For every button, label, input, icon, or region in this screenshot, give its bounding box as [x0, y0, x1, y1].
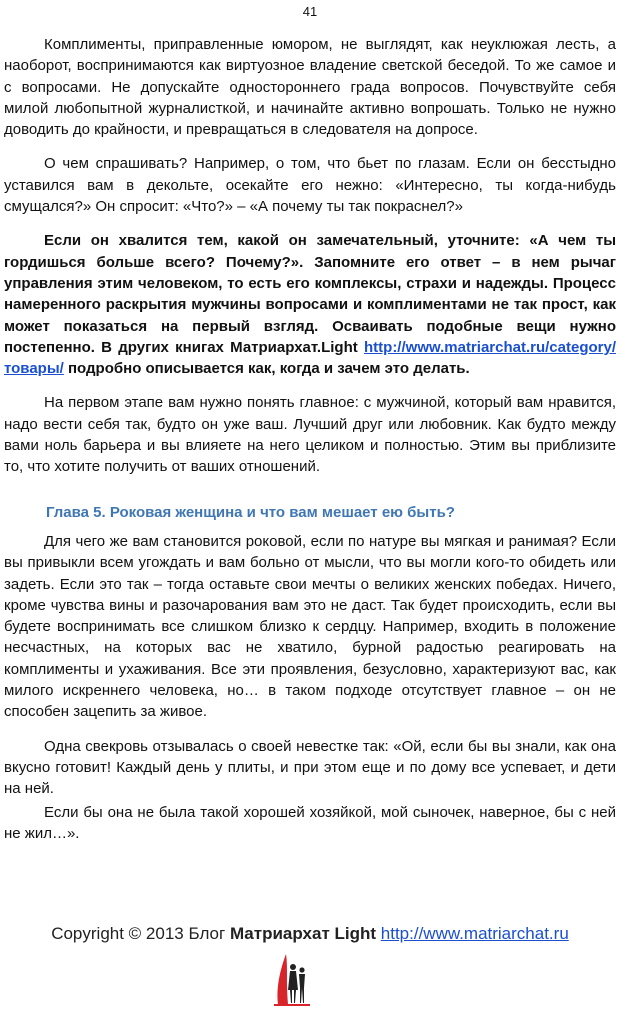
footer-prefix: Copyright © 2013 Блог	[51, 924, 230, 943]
paragraph-what-to-ask: О чем спрашивать? Например, о том, что бьет по глазам. Если он бесстыдно уставился вам в декольте, осекайте его нежно: «Интересно, ты когда-нибудь смущался?» Он спросит: «Что?» – «А почему ты так покраснел?»	[4, 155, 616, 216]
page-number: 41	[302, 4, 318, 19]
footer-brand: Матриархат Light	[229, 924, 377, 943]
paragraph-bold-advice	[4, 230, 616, 379]
footer-link[interactable]: http://www.matriarchat.ru	[380, 924, 569, 943]
footer-copyright	[0, 924, 620, 944]
bold-advice-text: Если он хвалится тем, какой он замечательный, уточните: «А чем ты гордишься больше всего? Почему?». Запомните его ответ – в нем рычаг управления этим человеком, то есть его комплексы, страхи и надежды. Процесс намеренного раскрытия мужчины вопросами и комплиментами не так прост, как может показаться на первый взгляд. Осваивать подобные вещи нужно постепенно. В других книгах Матриархат.Light	[4, 232, 616, 356]
category-link[interactable]: http://www.matriarchat.ru/category/товары/	[4, 338, 616, 378]
paragraph-fatal-woman: Для чего же вам становится роковой, если по натуре вы мягкая и ранимая? Если вы привыкли всем угождать и вам больно от мысли, что вы могли кого-то обидеть или задеть. Если это так – тогда оставьте свои мечты о великих женских победах. Ничего, кроме чувства вины и разочарования вам это не даст. Так будет происходить, если вы будете воспринимать все слишком близко к сердцу. Например, входить в положение несчастных, на которых вас не хватило, бурной радостью реагировать на комплименты и ухаживания. Все эти проявления, безусловно, характеризуют вас, как милого искреннего человека, но… в таком подходе отсутствует главное – он не способен зацепить за живое.	[4, 532, 616, 721]
matriarchat-logo-icon	[272, 950, 312, 1006]
chapter-title: Глава 5. Роковая женщина и что вам мешает ею быть?	[46, 503, 455, 521]
bold-advice-tail: подробно описывается как, когда и зачем это делать.	[63, 360, 470, 378]
paragraph-conclusion: Если бы она не была такой хорошей хозяйкой, мой сыночек, наверное, бы с ней не жил…».	[4, 803, 616, 842]
paragraph-compliments: Комплименты, приправленные юмором, не выглядят, как неуклюжая лесть, а наоборот, воспринимаются как виртуозное владение светской беседой. То же самое и с вопросами. Не допускайте одностороннего града вопросов. Почувствуйте себя милой любопытной журналисткой, и начинайте активно вопрошать. Только не нужно доводить до крайности, и превращаться в следователя на допросе.	[4, 36, 616, 139]
paragraph-first-stage: На первом этапе вам нужно понять главное: с мужчиной, который вам нравится, надо вести себя так, будто он уже ваш. Лучший друг или любовник. Как будто между вами ноль барьера и вы влияете на него целиком и полностью. Этим вы приблизите то, что хотите получить от ваших отношений.	[4, 394, 616, 476]
paragraph-mother-in-law: Одна свекровь отзывалась о своей невестке так: «Ой, если бы вы знали, как она вкусно готовит! Каждый день у плиты, и при этом еще и по дому все успевает, и дети на ней.	[4, 737, 616, 798]
document-body	[4, 34, 616, 857]
